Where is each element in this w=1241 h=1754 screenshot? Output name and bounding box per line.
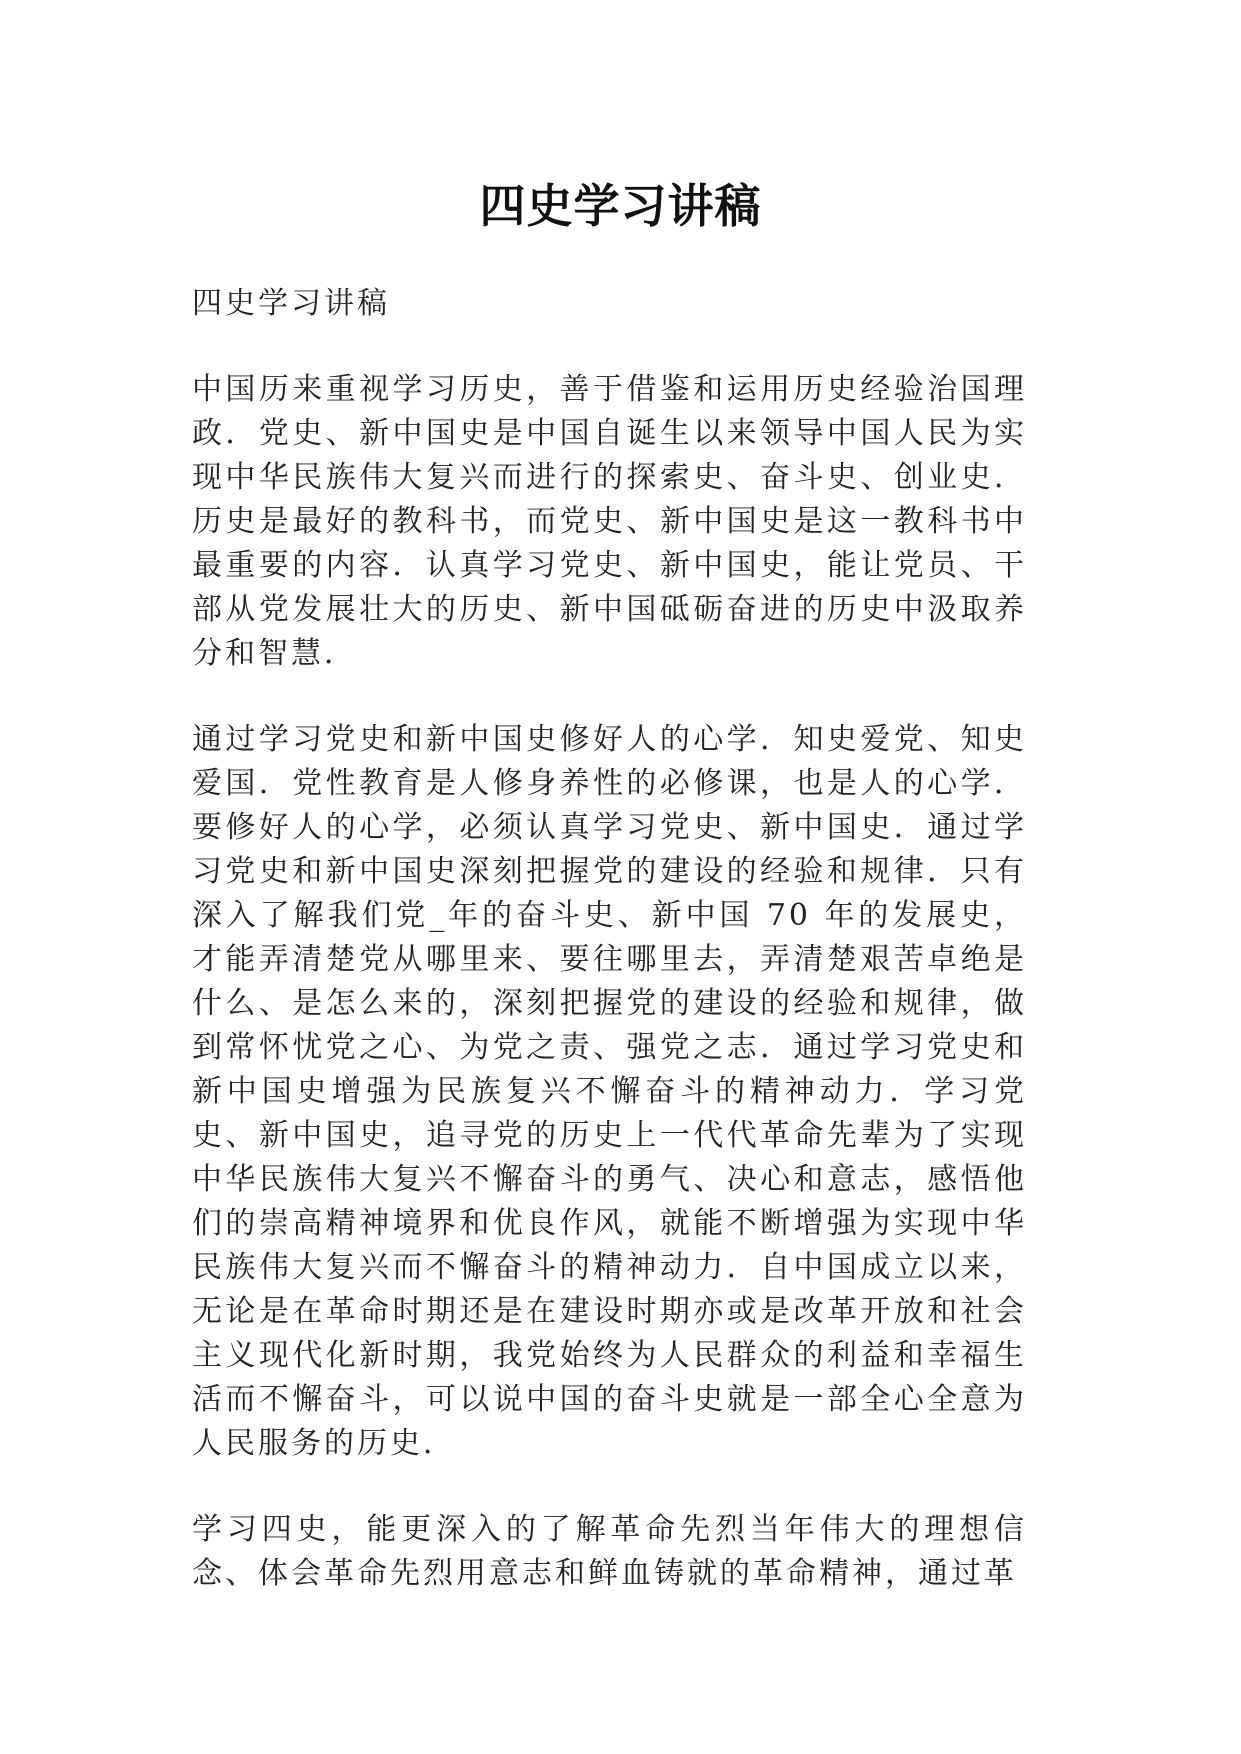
paragraph-1: 中国历来重视学习历史，善于借鉴和运用历史经验治国理政．党史、新中国史是中国自诞生以来领导中国人民为实现中华民族伟大复兴而进行的探索史、奋斗史、创业史．历史是最好的教科书，而党史、新中国史是这一教科书中最重要的内容．认真学习党史、新中国史，能让党员、干部从党发展壮大的历史、新中国砥砺奋进的历史中汲取养分和智慧． — [192, 372, 1027, 671]
document-subtitle: 四史学习讲稿 — [192, 286, 390, 321]
paragraph-3: 学习四史，能更深入的了解革命先烈当年伟大的理想信念、体会革命先烈用意志和鲜血铸就的革命精神，通过革 — [192, 1512, 1027, 1591]
document-body — [192, 282, 1027, 1638]
paragraph-2: 通过学习党史和新中国史修好人的心学．知史爱党、知史爱国．党性教育是人修身养性的必修课，也是人的心学．要修好人的心学，必须认真学习党史、新中国史．通过学习党史和新中国史深刻把握党的建设的经验和规律．只有深入了解我们党_年的奋斗史、新中国 70 年的发展史，才能弄清楚党从哪里来、要往哪里去，弄清楚艰苦卓绝是什么、是怎么来的，深刻把握党的建设的经验和规律，做到常怀忧党之心、为党之责、强党之志．通过学习党史和新中国史增强为民族复兴不懈奋斗的精神动力．学习党史、新中国史，追寻党的历史上一代代革命先辈为了实现中华民族伟大复兴不懈奋斗的勇气、决心和意志，感悟他们的崇高精神境界和优良作风，就能不断增强为实现中华民族伟大复兴而不懈奋斗的精神动力．自中国成立以来，无论是在革命时期还是在建设时期亦或是改革开放和社会主义现代化新时期，我党始终为人民群众的利益和幸福生活而不懈奋斗，可以说中国的奋斗史就是一部全心全意为人民服务的历史． — [192, 722, 1027, 1461]
document-title: 四史学习讲稿 — [479, 179, 762, 233]
